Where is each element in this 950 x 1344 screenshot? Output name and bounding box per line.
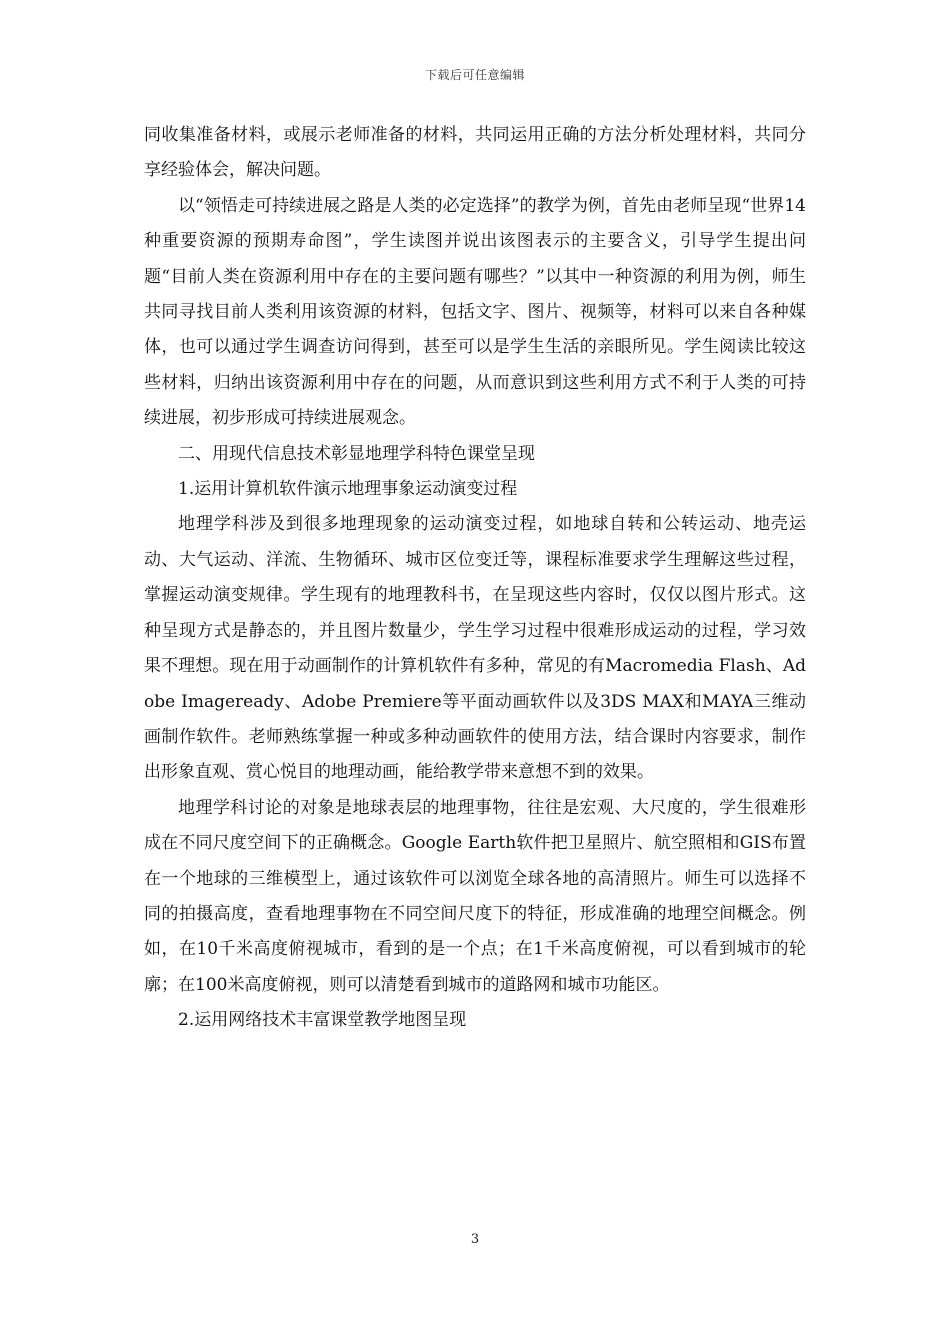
paragraph-google-earth: 地理学科讨论的对象是地球表层的地理事物，往往是宏观、大尺度的，学生很难形成在不同尺度空间下的正确概念。Google Earth软件把卫星照片、航空照相和GIS布置在一个地球的三维模型上，通过该软件可以浏览全球各地的高清照片。师生可以选择不同的拍摄高度，查看地理事物在不同空间尺度下的特征，形成准确的地理空间概念。例如，在10千米高度俯视城市，看到的是一个点；在1千米高度俯视，可以看到城市的轮廓；在100米高度俯视，则可以清楚看到城市的道路网和城市功能区。 bbox=[144, 797, 806, 995]
paragraph-animation-software: 地理学科涉及到很多地理现象的运动演变过程，如地球自转和公转运动、地壳运动、大气运动、洋流、生物循环、城市区位变迁等，课程标准要求学生理解这些过程，掌握运动演变规律。学生现有的地理教科书，在呈现这些内容时，仅仅以图片形式。这种呈现方式是静态的，并且图片数量少，学生学习过程中很难形成运动的过程，学习效果不理想。现在用于动画制作的计算机软件有多种，常见的有Macromedia Flash、Adobe Imageready、Adobe Premiere等平面动画软件以及3DS MAX和MAYA三维动画制作软件。老师熟练掌握一种或多种动画软件的使用方法，结合课时内容要求，制作出形象直观、赏心悦目的地理动画，能给教学带来意想不到的效果。 bbox=[144, 514, 806, 783]
paragraph-example: 以“领悟走可持续进展之路是人类的必定选择”的教学为例，首先由老师呈现“世界14种重要资源的预期寿命图”，学生读图并说出该图表示的主要含义，引导学生提出问题“目前人类在资源利用中存在的主要问题有哪些？”以其中一种资源的利用为例，师生共同寻找目前人类利用该资源的材料，包括文字、图片、视频等，材料可以来自各种媒体，也可以通过学生调查访问得到，甚至可以是学生生活的亲眼所见。学生阅读比较这些材料，归纳出该资源利用中存在的问题，从而意识到这些利用方式不利于人类的可持续进展，初步形成可持续进展观念。 bbox=[144, 195, 806, 429]
page-number: 3 bbox=[470, 1232, 480, 1247]
section-heading: 二、用现代信息技术彰显地理学科特色课堂呈现 bbox=[178, 443, 535, 464]
subsection-heading-1: 1.运用计算机软件演示地理事象运动演变过程 bbox=[178, 479, 518, 500]
paragraph-continuation: 同收集准备材料，或展示老师准备的材料，共同运用正确的方法分析处理材料，共同分享经验体会，解决问题。 bbox=[144, 125, 806, 181]
subsection-heading-2: 2.运用网络技术丰富课堂教学地图呈现 bbox=[178, 1010, 467, 1031]
page-header: 下载后可任意编辑 bbox=[424, 68, 525, 82]
document-body bbox=[144, 118, 806, 1039]
